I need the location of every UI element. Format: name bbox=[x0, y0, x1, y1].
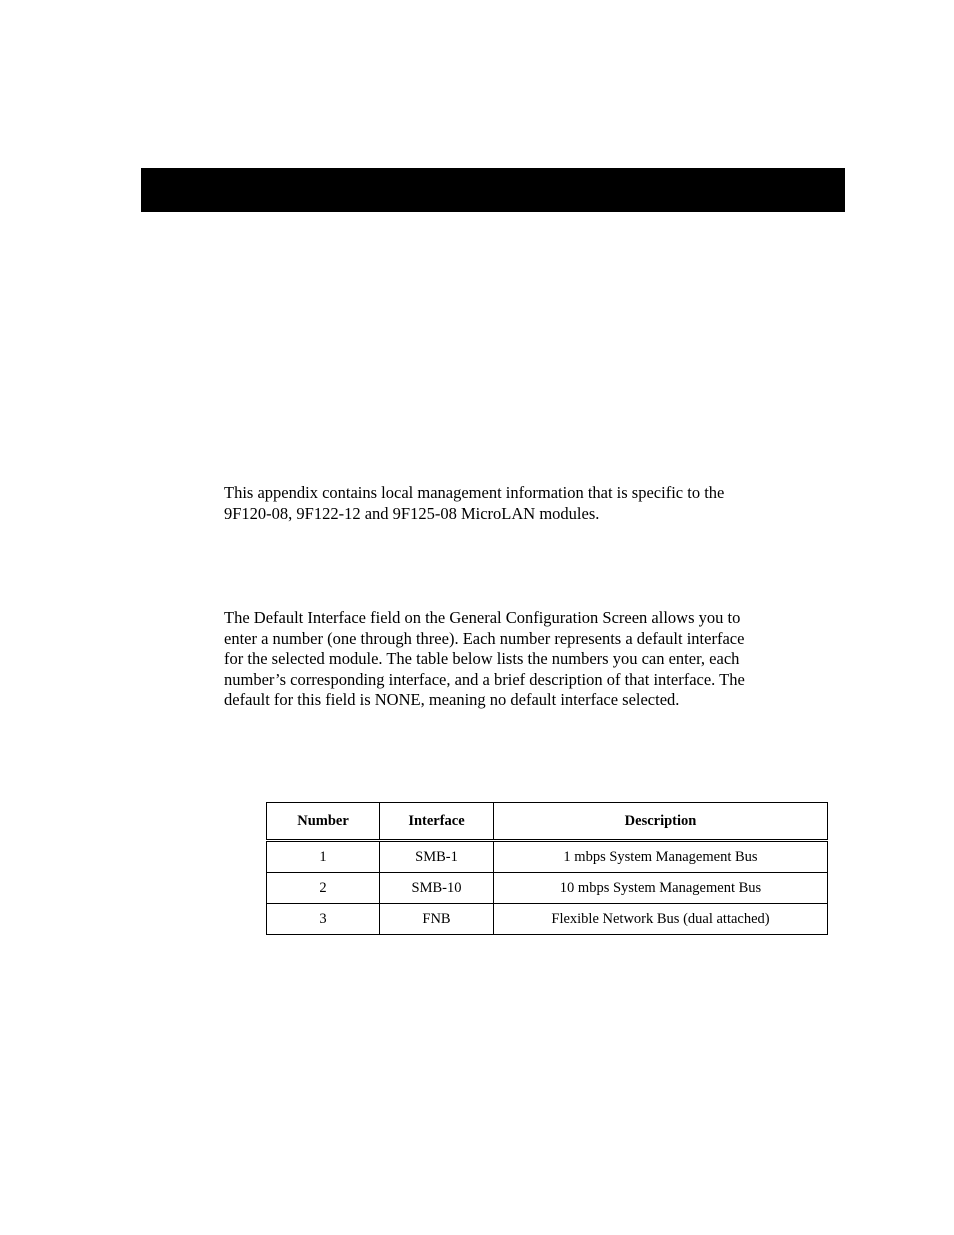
cell-description: 10 mbps System Management Bus bbox=[494, 873, 828, 904]
cell-interface: FNB bbox=[380, 904, 494, 935]
table-row bbox=[267, 904, 828, 935]
default-interface-line: number’s corresponding interface, and a brief description of that interface. The bbox=[224, 669, 745, 689]
header-description: Description bbox=[494, 803, 828, 841]
intro-line: 9F120-08, 9F122-12 and 9F125-08 MicroLAN modules. bbox=[224, 503, 600, 523]
header-interface: Interface bbox=[380, 803, 494, 841]
default-interface-line: for the selected module. The table below lists the numbers you can enter, each bbox=[224, 649, 740, 668]
table-header-row bbox=[267, 803, 828, 841]
cell-number: 3 bbox=[267, 904, 380, 935]
header-number: Number bbox=[267, 803, 380, 841]
default-interface-line: default for this field is NONE, meaning no default interface selected. bbox=[224, 690, 680, 709]
default-interface-line: enter a number (one through three). Each number represents a default interface bbox=[224, 628, 745, 648]
default-interface-table bbox=[266, 802, 828, 935]
cell-number: 1 bbox=[267, 841, 380, 873]
intro-paragraph bbox=[224, 483, 834, 524]
cell-interface: SMB-1 bbox=[380, 841, 494, 873]
cell-number: 2 bbox=[267, 873, 380, 904]
cell-description: Flexible Network Bus (dual attached) bbox=[494, 904, 828, 935]
cell-description: 1 mbps System Management Bus bbox=[494, 841, 828, 873]
cell-interface: SMB-10 bbox=[380, 873, 494, 904]
table-row bbox=[267, 841, 828, 873]
intro-line: This appendix contains local management information that is specific to the bbox=[224, 483, 725, 502]
default-interface-line: The Default Interface field on the General Configuration Screen allows you to bbox=[224, 608, 741, 627]
appendix-title-bar bbox=[141, 168, 845, 212]
table-row bbox=[267, 873, 828, 904]
default-interface-paragraph bbox=[224, 608, 834, 711]
